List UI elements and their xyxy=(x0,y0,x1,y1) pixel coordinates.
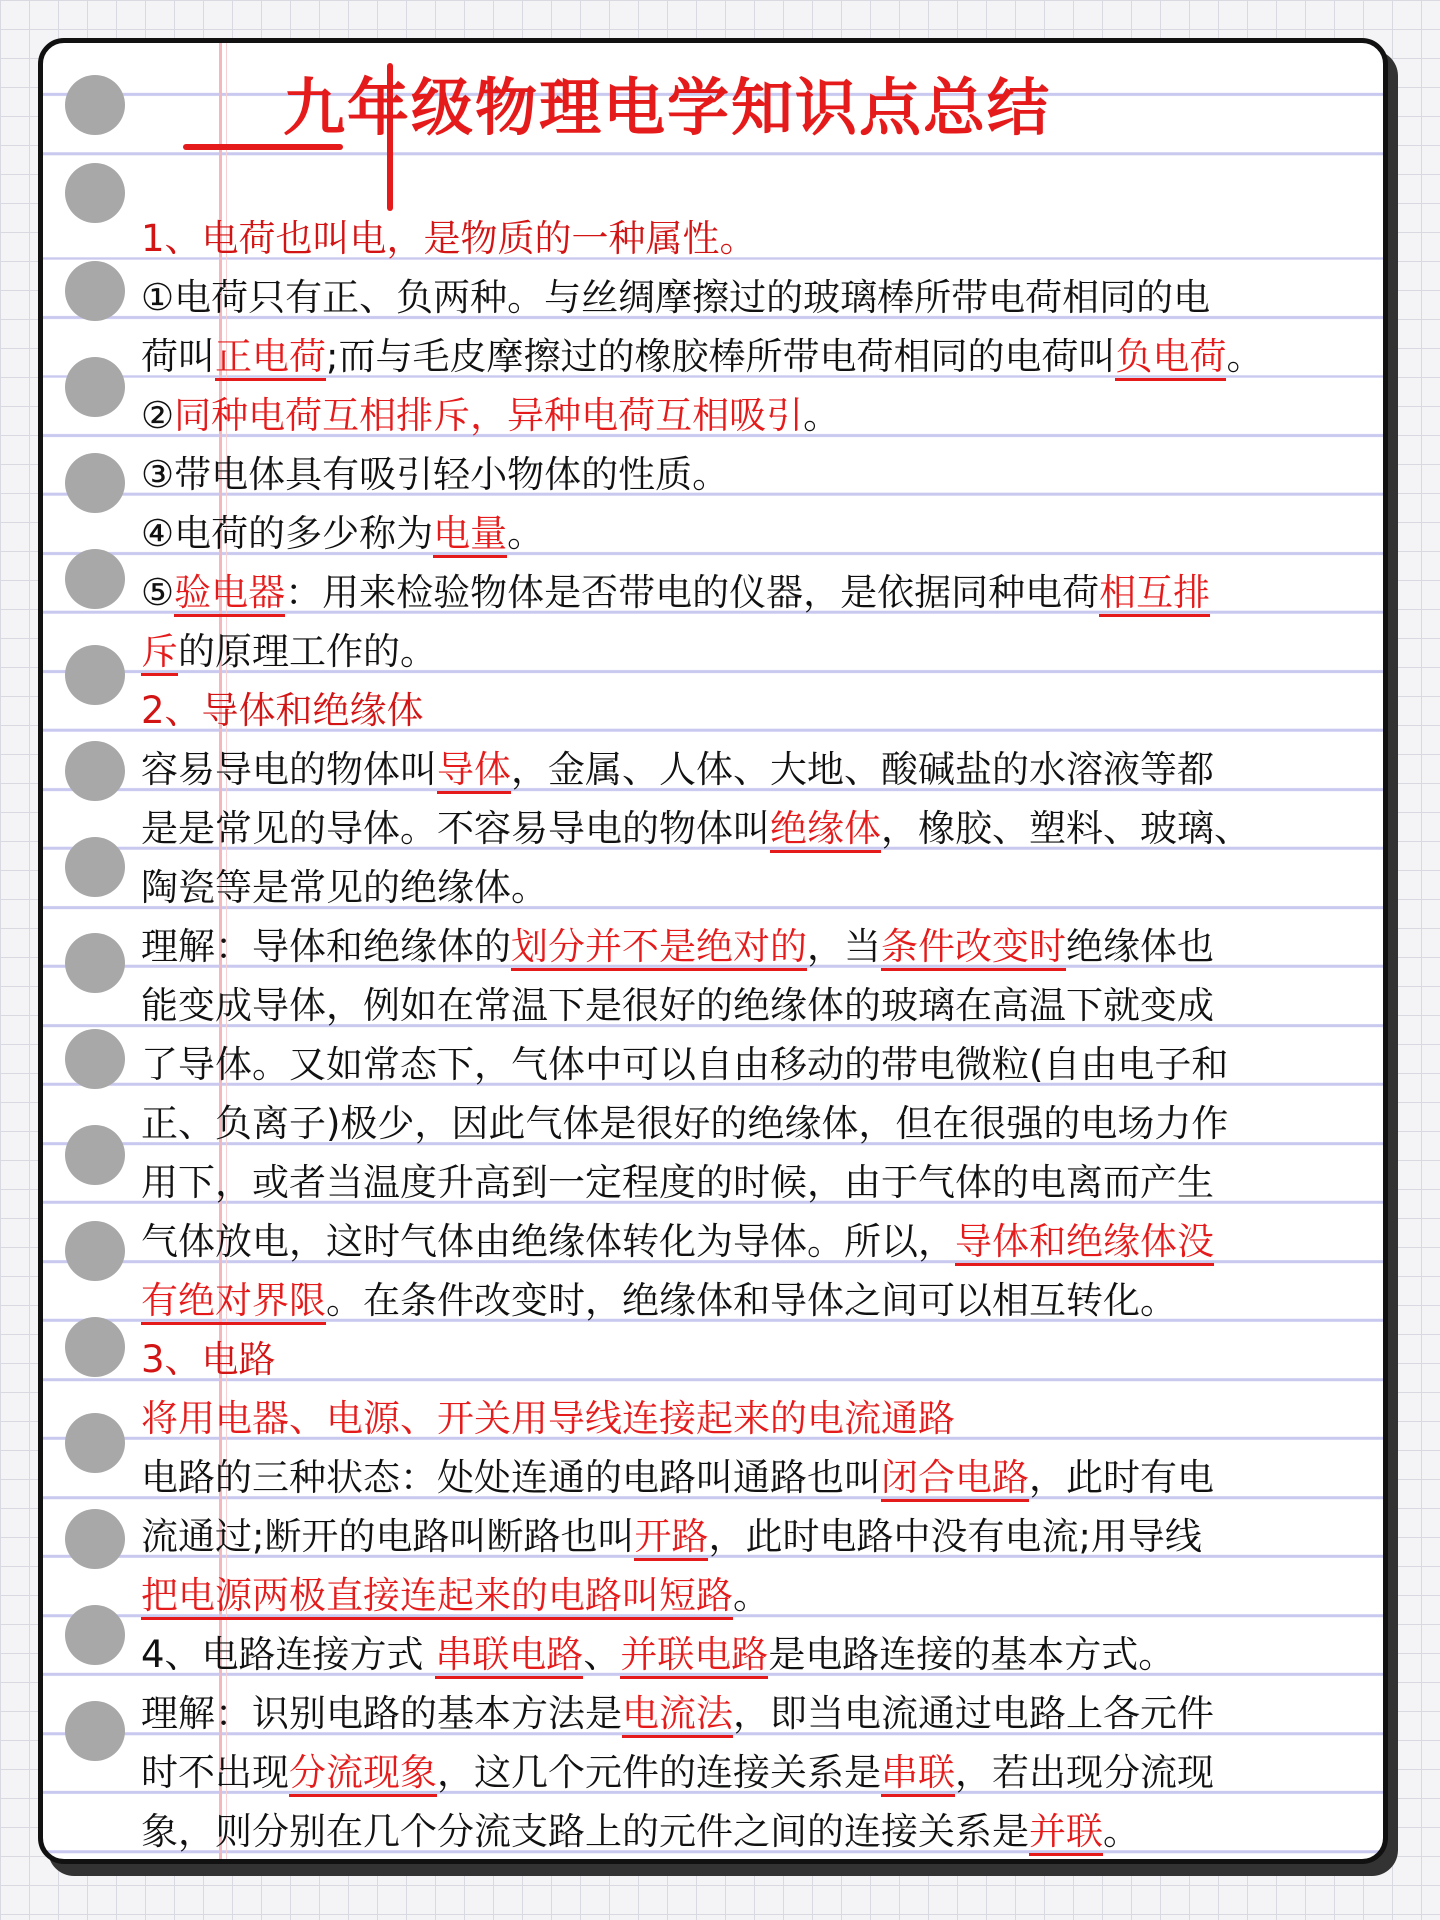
highlighted-term: 正电荷 xyxy=(215,335,326,381)
note-line xyxy=(141,563,1381,622)
note-text: 理解：识别电路的基本方法是 xyxy=(141,1692,622,1735)
section-heading: 1、电荷也叫电，是物质的一种属性。 xyxy=(141,217,757,260)
note-text: ，这几个元件的连接关系是 xyxy=(437,1751,881,1794)
note-text: 流通过;断开的电路叫断路也叫 xyxy=(141,1515,635,1558)
highlighted-term: 斥 xyxy=(141,630,178,676)
note-text: 电路的三种状态：处处连通的电路叫通路也叫 xyxy=(141,1456,881,1499)
note-line xyxy=(141,1389,1381,1448)
note-line xyxy=(141,1802,1381,1861)
binder-hole xyxy=(65,357,125,417)
note-line xyxy=(141,681,1381,740)
binder-hole xyxy=(65,549,125,609)
highlighted-term: 电流法 xyxy=(622,1692,733,1738)
note-text: 4、电路连接方式 xyxy=(141,1633,436,1676)
highlighted-term: 导体和绝缘体没 xyxy=(955,1220,1214,1266)
highlighted-term: 负电荷 xyxy=(1115,335,1226,381)
note-line xyxy=(141,268,1381,327)
note-text: 正、负离子)极少，因此气体是很好的绝缘体，但在很强的电场力作 xyxy=(141,1102,1229,1145)
highlighted-term: 闭合电路 xyxy=(881,1456,1029,1502)
highlighted-term: 串联电路 xyxy=(435,1633,583,1679)
note-card xyxy=(38,38,1388,1864)
note-line xyxy=(141,209,1381,268)
binder-hole xyxy=(65,1509,125,1569)
note-text: 陶瓷等是常见的绝缘体。 xyxy=(141,866,548,909)
note-text: 是电路连接的基本方式。 xyxy=(768,1633,1176,1676)
note-text: 。 xyxy=(507,512,545,555)
note-text: 荷叫 xyxy=(141,335,215,378)
note-text: 。 xyxy=(733,1574,770,1617)
highlighted-term: 串联 xyxy=(881,1751,955,1797)
note-line xyxy=(141,1094,1381,1153)
note-line xyxy=(141,1743,1381,1802)
note-line xyxy=(141,1625,1381,1684)
note-text: ④电荷的多少称为 xyxy=(141,512,434,555)
highlighted-term: 把电源两极直接连起来的电路叫短路 xyxy=(141,1574,733,1620)
note-text: 容易导电的物体叫 xyxy=(141,748,437,791)
note-line xyxy=(141,1448,1381,1507)
note-text: ，即当电流通过电路上各元件 xyxy=(733,1692,1214,1735)
binder-hole xyxy=(65,645,125,705)
note-text: ①电荷只有正、负两种。与丝绸摩擦过的玻璃棒所带电荷相同的电 xyxy=(141,276,1211,319)
note-line xyxy=(141,1566,1381,1625)
note-line xyxy=(141,622,1381,681)
key-statement: 将用电器、电源、开关用导线连接起来的电流通路 xyxy=(141,1397,955,1440)
binder-hole xyxy=(65,1413,125,1473)
note-text: ⑤ xyxy=(141,571,175,614)
note-text: 时不出现 xyxy=(141,1751,289,1794)
note-text: ③带电体具有吸引轻小物体的性质。 xyxy=(141,453,730,496)
note-line xyxy=(141,445,1381,504)
binder-hole xyxy=(65,933,125,993)
note-line xyxy=(141,327,1381,386)
highlighted-term: 绝缘体 xyxy=(770,807,881,853)
note-text: ② xyxy=(141,394,175,437)
note-text: 气体放电，这时气体由绝缘体转化为导体。所以， xyxy=(141,1220,955,1263)
note-line xyxy=(141,976,1381,1035)
note-text: ;而与毛皮摩擦过的橡胶棒所带电荷相同的电荷叫 xyxy=(326,335,1116,378)
note-text: 。在条件改变时，绝缘体和导体之间可以相互转化。 xyxy=(326,1279,1177,1322)
note-line xyxy=(141,858,1381,917)
highlighted-term: 相互排 xyxy=(1099,571,1210,617)
section-heading: 3、电路 xyxy=(141,1338,276,1381)
note-line xyxy=(141,917,1381,976)
note-line xyxy=(141,1153,1381,1212)
note-line xyxy=(141,1507,1381,1566)
highlighted-term: 导体 xyxy=(437,748,511,794)
binder-hole xyxy=(65,163,125,223)
binder-hole xyxy=(65,1125,125,1185)
binder-hole xyxy=(65,1221,125,1281)
note-text: 。 xyxy=(1226,335,1264,378)
note-text: 理解：导体和绝缘体的 xyxy=(141,925,511,968)
note-line xyxy=(141,799,1381,858)
note-text: 。 xyxy=(803,394,841,437)
binder-hole xyxy=(65,1029,125,1089)
page-title: 九年级物理电学知识点总结 xyxy=(283,71,1052,144)
highlighted-term: 划分并不是绝对的 xyxy=(511,925,807,971)
highlighted-term: 条件改变时 xyxy=(881,925,1066,971)
note-text: ，橡胶、塑料、玻璃、 xyxy=(881,807,1251,850)
note-text: 了导体。又如常态下，气体中可以自由移动的带电微粒(自由电子和 xyxy=(141,1043,1229,1086)
note-line xyxy=(141,1684,1381,1743)
key-statement: 同种电荷互相排斥，异种电荷互相吸引 xyxy=(174,394,804,437)
note-text: 、 xyxy=(583,1633,621,1676)
highlighted-term: 开路 xyxy=(634,1515,708,1561)
note-text: 绝缘体也 xyxy=(1066,925,1214,968)
note-text: ，此时有电 xyxy=(1029,1456,1214,1499)
note-text: ，此时电路中没有电流;用导线 xyxy=(708,1515,1202,1558)
note-line xyxy=(141,1212,1381,1271)
note-line xyxy=(141,1271,1381,1330)
note-text: ，若出现分流现 xyxy=(955,1751,1214,1794)
note-line xyxy=(141,740,1381,799)
binder-hole xyxy=(65,741,125,801)
note-text: ，金属、人体、大地、酸碱盐的水溶液等都 xyxy=(511,748,1214,791)
note-text: 的原理工作的。 xyxy=(178,630,437,673)
note-text: ，当 xyxy=(807,925,881,968)
binder-hole xyxy=(65,261,125,321)
note-text: 用下，或者当温度升高到一定程度的时候，由于气体的电离而产生 xyxy=(141,1161,1214,1204)
highlighted-term: 验电器 xyxy=(174,571,285,617)
note-text: ：用来检验物体是否带电的仪器，是依据同种电荷 xyxy=(285,571,1100,614)
note-line xyxy=(141,386,1381,445)
highlighted-term: 电量 xyxy=(433,512,507,558)
binder-hole xyxy=(65,453,125,513)
note-content xyxy=(141,209,1381,1861)
note-text: 是是常见的导体。不容易导电的物体叫 xyxy=(141,807,770,850)
binder-hole xyxy=(65,1701,125,1761)
highlighted-term: 并联 xyxy=(1029,1810,1103,1856)
section-heading: 2、导体和绝缘体 xyxy=(141,689,424,732)
note-line xyxy=(141,1035,1381,1094)
highlighted-term: 分流现象 xyxy=(289,1751,437,1797)
binder-hole xyxy=(65,75,125,135)
note-line xyxy=(141,504,1381,563)
note-text: 。 xyxy=(1103,1810,1140,1853)
note-text: 能变成导体，例如在常温下是很好的绝缘体的玻璃在高温下就变成 xyxy=(141,984,1214,1027)
binder-hole xyxy=(65,1317,125,1377)
note-text: 象，则分别在几个分流支路上的元件之间的连接关系是 xyxy=(141,1810,1029,1853)
binder-hole xyxy=(65,1605,125,1665)
binder-hole xyxy=(65,837,125,897)
highlighted-term: 并联电路 xyxy=(620,1633,768,1679)
note-line xyxy=(141,1330,1381,1389)
highlighted-term: 有绝对界限 xyxy=(141,1279,326,1325)
